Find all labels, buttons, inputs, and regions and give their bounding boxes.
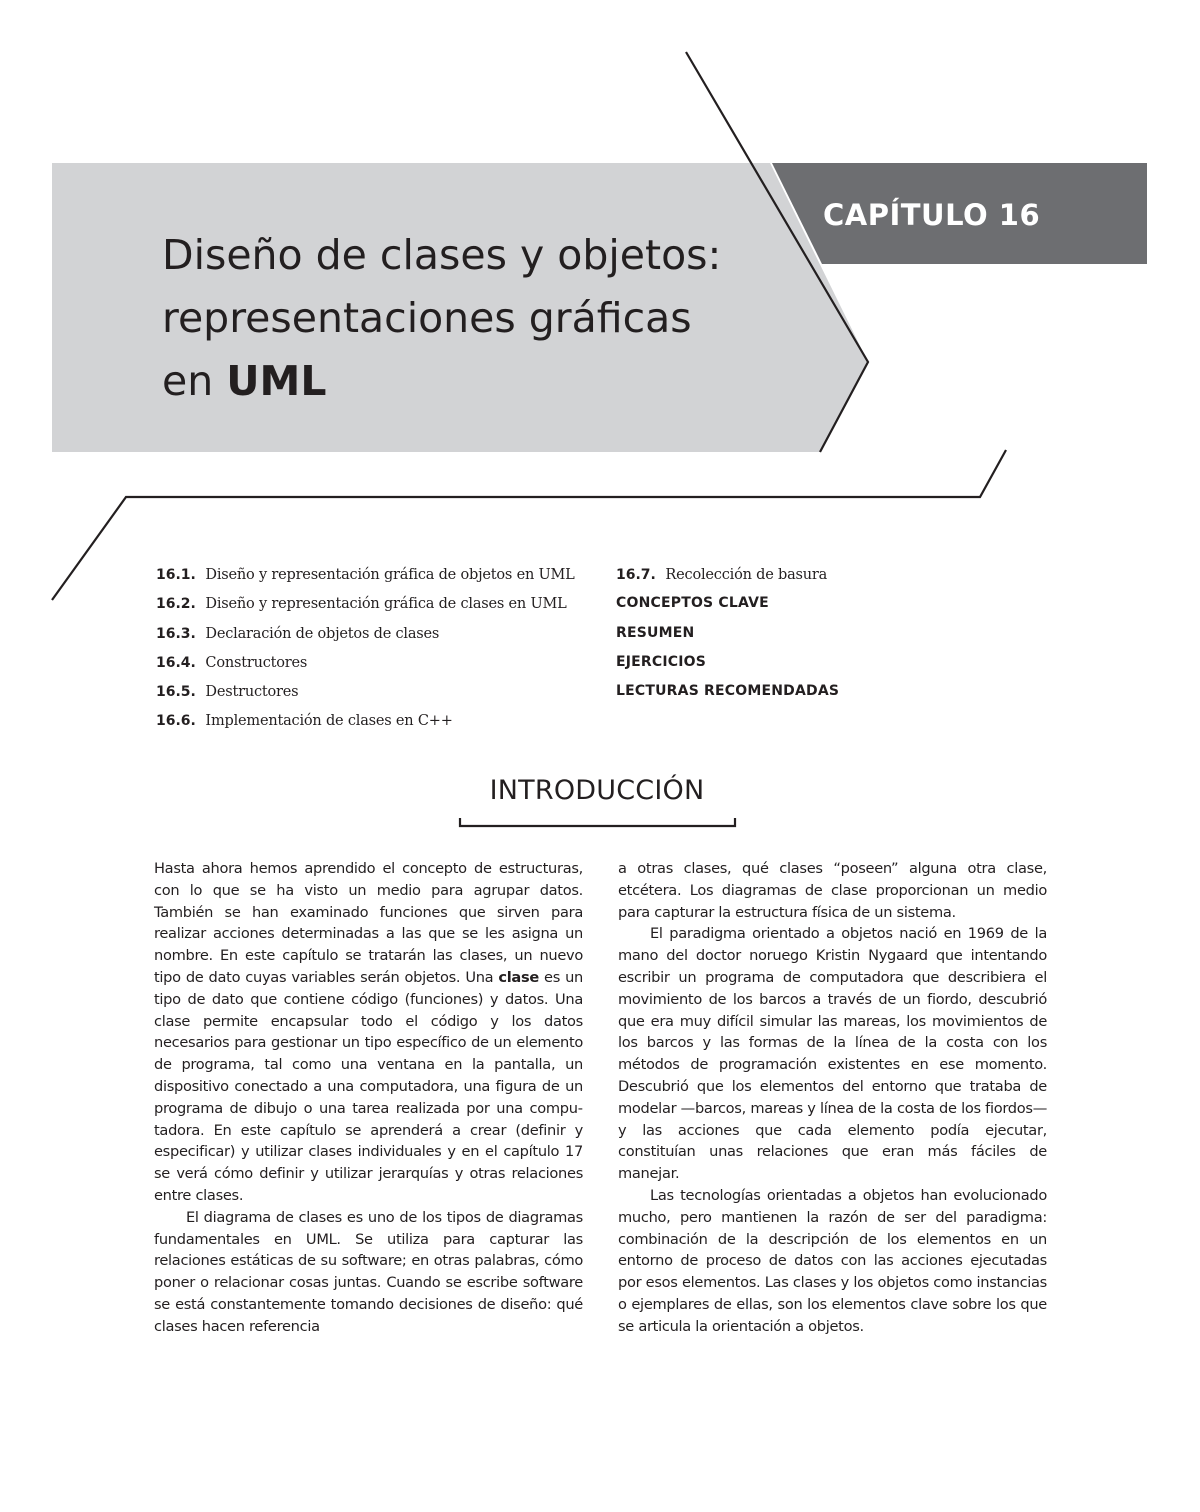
toc-section-exercises[interactable]: EJERCICIOS [616, 653, 707, 670]
toc-item[interactable] [156, 590, 575, 619]
toc-label: Constructores [205, 654, 308, 671]
bold-term: clase [498, 968, 539, 986]
introduction-heading: INTRODUCCIÓN [489, 775, 705, 806]
toc-number: 16.5. [156, 684, 196, 701]
toc-number: 16.2. [156, 596, 196, 613]
chapter-title [162, 224, 802, 413]
toc-item[interactable] [156, 649, 575, 678]
toc-number: 16.6. [156, 713, 196, 730]
paragraph [154, 858, 583, 1207]
toc-label: Implementación de clases en C++ [205, 713, 453, 730]
contents-right-column [616, 561, 839, 707]
heading-bracket [460, 818, 735, 826]
toc-section-readings[interactable]: LECTURAS RECOMENDADAS [616, 683, 840, 700]
body-text-left-column [154, 858, 583, 1338]
toc-label: Recolección de basura [665, 567, 828, 583]
toc-label: Destructores [205, 684, 299, 701]
paragraph: El paradigma orientado a objetos nació en 1969 de la mano del doctor noruego Kristin Nygaard que intentando escribir un programa de computadora que describiera el movimiento de los barcos a través de un fiordo, descubrió que era muy difícil simular las mareas, los movimientos de los barcos y las formas de la línea de la costa con los métodos de programación existentes en ese momento. Descubrió que los elementos del entorno que trataba de modelar —barcos, mareas y línea de la costa de los fiordos— y las acciones que cada elemento podía ejecutar, constituían unas relaciones que eran más fáciles de manejar. [618, 925, 1047, 1183]
toc-number: 16.1. [156, 567, 196, 583]
toc-label: Diseño y representación gráfica de objetos en UML [205, 567, 575, 583]
toc-label: Diseño y representación gráfica de clases en UML [205, 596, 567, 613]
toc-number: 16.4. [156, 654, 196, 671]
paragraph: El diagrama de clases es uno de los tipos de diagramas fundamentales en UML. Se utiliza para capturar las relaciones estáticas de su software; en otras palabras, cómo poner o relacionar cosas juntas. Cuando se escribe software se está constantemente tomando decisiones de diseño: qué clases hacen referencia [154, 1208, 583, 1335]
toc-number: 16.7. [616, 567, 656, 583]
title-line-1: Diseño de clases y objetos: [162, 231, 722, 279]
toc-number: 16.3. [156, 625, 196, 642]
title-line-3 [162, 350, 802, 413]
toc-item[interactable] [616, 561, 839, 590]
toc-item[interactable] [156, 620, 575, 649]
toc-item[interactable] [156, 561, 575, 590]
contents-left-column [156, 561, 575, 737]
toc-section-summary[interactable]: RESUMEN [616, 624, 695, 641]
title-line-2: representaciones gráficas [162, 294, 692, 342]
paragraph: Las tecnologías orientadas a objetos han evolucionado mucho, pero mantienen la razón de ser del paradigma: combinación de la descripción de los elementos en un entorno de proceso de datos con las acciones ejecutadas por esos elementos. Las clases y los objetos como instancias o ejemplares de ellas, son los elementos clave sobre los que se articula la orientación a objetos. [618, 1186, 1047, 1335]
toc-label: Declaración de objetos de clases [205, 625, 440, 642]
paragraph-text: Hasta ahora hemos aprendido el concepto de estructuras, con lo que se ha visto un medio para agrupar datos. También se han examinado funciones que sirven para realizar acciones determinadas a las que se les asigna un nombre. En este capítulo se tratarán las clases, un nuevo tipo de dato cuyas variables serán objetos. Una [154, 860, 583, 986]
title-line-3-bold: UML [226, 357, 327, 405]
title-line-3-prefix: en [162, 357, 227, 405]
body-text-right-column [618, 858, 1047, 1338]
toc-item[interactable] [156, 707, 575, 736]
toc-item[interactable] [156, 678, 575, 707]
paragraph-continued: a otras clases, qué clases “poseen” alguna otra clase, etcétera. Los diagramas de clase proporcionan un medio para capturar la estructura física de un sistema. [618, 860, 1047, 921]
chapter-number: CAPÍTULO 16 [823, 198, 1041, 232]
paragraph-text: es un tipo de dato que contiene código (funciones) y datos. Una clase permite encapsular todo el código y los datos necesarios para gestionar un tipo específico de un elemento de programa, tal como una ventana en la pantalla, un dispositivo conectado a una computadora, una figura de un programa de dibujo o una tarea realizada por una computadora. En este capítulo se aprenderá a crear (definir y especificar) y utilizar clases individuales y en el capítulo 17 se verá cómo definir y utilizar jerarquías y otras relaciones entre clases. [154, 968, 583, 1204]
toc-section-concepts[interactable]: CONCEPTOS CLAVE [616, 595, 769, 612]
